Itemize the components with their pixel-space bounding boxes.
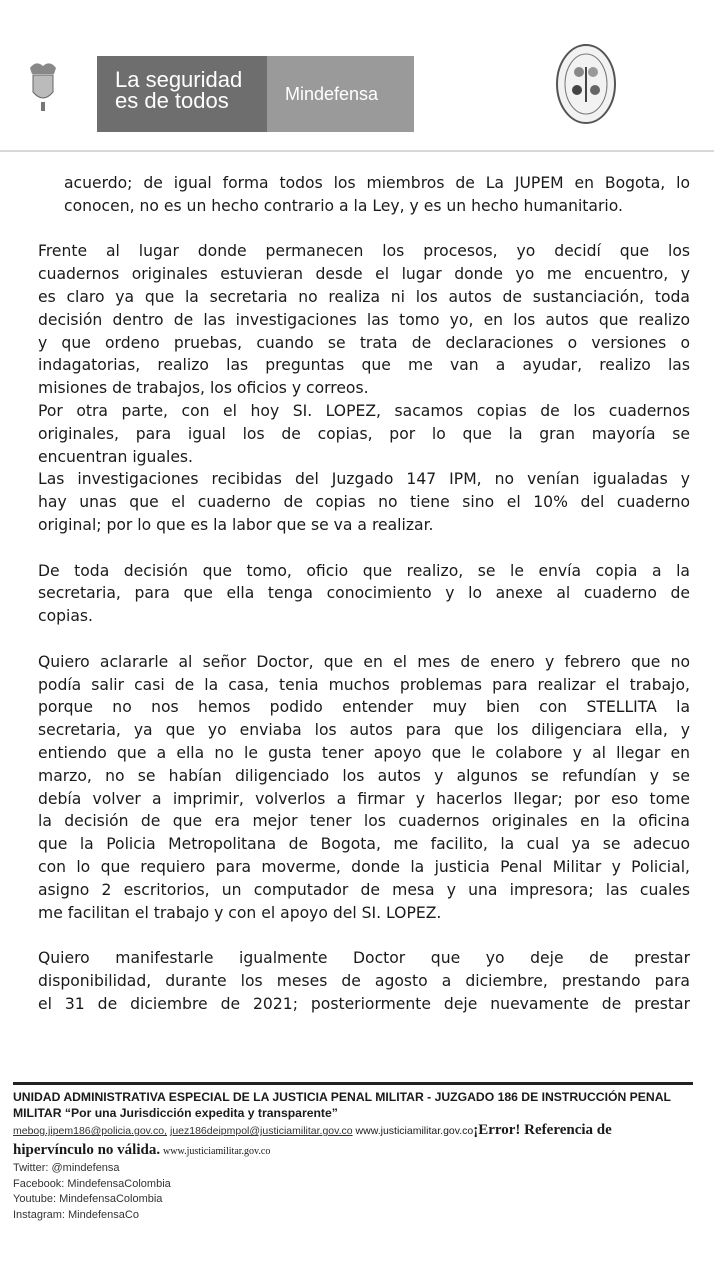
paragraph-line: Por otra parte, con el hoy SI. LOPEZ, sacamos copias de los cuadernos xyxy=(38,401,690,420)
colombia-coat-of-arms-icon xyxy=(28,60,58,112)
paragraph-line: indagatorias, realizo las preguntas que me van a ayudar, realizo las xyxy=(38,356,690,375)
paragraph xyxy=(38,400,690,468)
justicia-penal-militar-seal-icon xyxy=(555,42,617,126)
paragraph xyxy=(38,468,690,536)
paragraph xyxy=(38,172,690,218)
footer-motto: “Por una Jurisdicción expedita y transparente” xyxy=(64,1106,338,1120)
paragraph-line: Quiero aclararle al señor Doctor, que en el mes de enero y febrero que no xyxy=(38,652,690,671)
paragraph-line: porque no nos hemos podido entender muy bien con STELLITA la xyxy=(38,698,690,717)
paragraph-line: De toda decisión que tomo, oficio que realizo, se le envía copia a la xyxy=(38,561,690,580)
paragraph-line: asigno 2 escritorios, un computador de mesa y una impresora; las cuales xyxy=(38,880,690,899)
paragraph-line: conocen, no es un hecho contrario a la Ley, y es un hecho humanitario. xyxy=(64,196,623,215)
paragraph-line: secretaria, para que ella tenga conocimiento y lo anexe al cuaderno de xyxy=(38,584,690,603)
paragraph-line: hay unas que el cuaderno de copias no tiene sino el 10% del cuaderno xyxy=(38,493,690,512)
paragraph-line: decisión dentro de las investigaciones las tomo yo, en los autos que realizo xyxy=(38,310,690,329)
paragraph xyxy=(38,947,690,1015)
email-link-1[interactable]: mebog.jipem186@policia.gov.co, xyxy=(13,1125,168,1137)
facebook-text: Facebook: MindefensaColombia xyxy=(13,1177,171,1190)
paragraph-line: secretaria, ya que yo enviaba los autos para que los diligenciara ella, y xyxy=(38,721,690,740)
website-text-2: www.justiciamilitar.gov.co xyxy=(163,1146,271,1157)
paragraph xyxy=(38,240,690,400)
paragraph-line: original; por lo que es la labor que se va a realizar. xyxy=(38,515,434,534)
banner-line1: La seguridad xyxy=(115,67,243,92)
document-body xyxy=(38,172,690,1038)
paragraph-line: originales, para igual los de copias, por lo que la gran mayoría se xyxy=(38,424,690,443)
paragraph-line: Las investigaciones recibidas del Juzgado 147 IPM, no venían igualadas y xyxy=(38,470,690,489)
paragraph-line: acuerdo; de igual forma todos los miembros de La JUPEM en Bogota, lo xyxy=(64,174,690,192)
letterhead xyxy=(0,0,714,150)
banner-brand: Mindefensa xyxy=(267,56,414,132)
footer-divider xyxy=(13,1082,693,1085)
mindefensa-banner xyxy=(97,56,414,132)
youtube-text: Youtube: MindefensaColombia xyxy=(13,1193,163,1205)
twitter-text: Twitter: @mindefensa xyxy=(13,1162,120,1174)
footer-org: UNIDAD ADMINISTRATIVA ESPECIAL DE LA JUSTICIA PENAL MILITAR - JUZGADO 186 DE INSTRUCCIÓN PENAL MILITAR xyxy=(13,1090,671,1120)
paragraph-line: disponibilidad, durante los meses de agosto a diciembre, prestando para xyxy=(38,971,690,990)
banner-line2: es de todos xyxy=(115,88,229,113)
paragraph-line: encuentran iguales. xyxy=(38,447,194,466)
paragraph-line: debía volver a imprimir, volverlos a firmar y hacerlos llegar; por eso tome xyxy=(38,789,690,808)
paragraph-line: cuadernos originales estuvieran desde el lugar donde yo me encuentro, y xyxy=(38,265,690,284)
paragraph-line: misiones de trabajos, los oficios y correos. xyxy=(38,379,369,398)
paragraph-line: la decisión de que era mejor tener los cuadernos originales en la oficina xyxy=(38,812,690,831)
email-link-2[interactable]: juez186deipmpol@justiciamilitar.gov.co xyxy=(169,1125,353,1137)
instagram-text: Instagram: MindefensaCo xyxy=(13,1208,139,1221)
paragraph-line: me facilitan el trabajo y con el apoyo del SI. LOPEZ. xyxy=(38,903,442,922)
paragraph xyxy=(38,651,690,925)
paragraph-line: Frente al lugar donde permanecen los procesos, yo decidí que los xyxy=(38,242,690,261)
paragraph-line: con lo que requiero para moverme, donde la justicia Penal Militar y Policial, xyxy=(38,857,690,876)
paragraph-line: es claro ya que la secretaria no realiza ni los autos de sustanciación, toda xyxy=(38,287,690,306)
paragraph-line: copias. xyxy=(38,607,93,626)
paragraph-line: podía salir casi de la casa, tenia muchos problemas para realizar el trabajo, xyxy=(38,675,690,694)
hyperlink-error-text: ¡Error! Referencia de hipervínculo no válida. xyxy=(13,1122,612,1158)
paragraph-line: Quiero manifestarle igualmente Doctor que yo deje de prestar xyxy=(38,949,690,968)
paragraph-line: y que ordeno pruebas, cuando se trata de declaraciones o versiones o xyxy=(38,333,690,352)
header-divider xyxy=(0,150,714,152)
website-text-1: www.justiciamilitar.gov.co xyxy=(355,1125,474,1137)
paragraph xyxy=(38,560,690,628)
paragraph-line: que la Policia Metropolitana de Bogota, me facilito, la cual ya se adecuo xyxy=(38,835,690,854)
footer xyxy=(13,1082,693,1223)
paragraph-line: entiendo que a ella no le gusta tener apoyo que le colabore y al llegar en xyxy=(38,743,690,762)
paragraph-line: el 31 de diciembre de 2021; posteriormente deje nuevamente de prestar xyxy=(38,994,690,1013)
paragraph-line: marzo, no se habían diligenciado los autos y algunos se refundían y se xyxy=(38,766,690,785)
